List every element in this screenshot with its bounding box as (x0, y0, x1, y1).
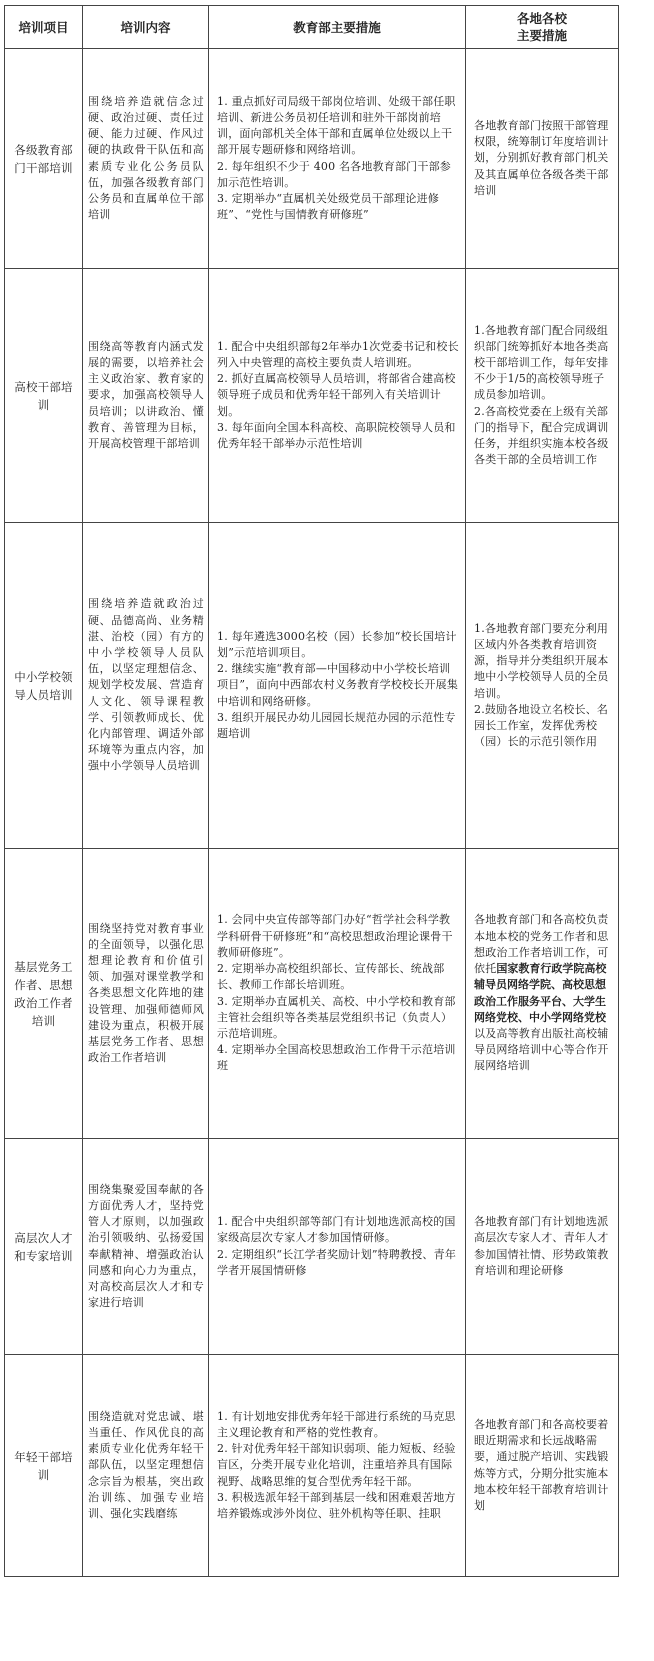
header-project: 培训项目 (5, 6, 83, 49)
ministry-measures-cell (209, 1139, 466, 1355)
header-row (5, 6, 619, 49)
training-content-cell: 围绕培养造就政治过硬、品德高尚、业务精湛、治校（园）有方的中小学校领导人员队伍，以坚定理想信念、规划学校发展、营造育人文化、领导课程教学、引领教师成长、优化内部管理、调适外部环境等为重点内容，加强中小学领导人员培训 (83, 523, 209, 849)
local-measure-text (474, 118, 612, 199)
local-measure-emphasis: 国家教育行政学院高校辅导员网络学院、高校思想政治工作服务平台、大学生网络党校、中小学网络党校 (474, 962, 607, 1024)
ministry-measure-item: 1. 每年遴选3000名校（园）长参加“校长国培计划”示范培训项目。 (217, 629, 457, 659)
ministry-measure-item: 3. 定期举办“直属机关处级党员干部理论进修班”、“党性与国情教育研修班” (217, 191, 440, 222)
local-measure-segment: 各地教育部门按照干部管理权限，统筹制订年度培训计划，分别抓好教育部门机关及其直属单位各级各类干部培训 (474, 118, 609, 197)
local-measure-text (474, 1417, 612, 1514)
training-content-cell: 围绕高等教育内涵式发展的需要，以培养社会主义政治家、教育家的要求，加强高校领导人员培训；以讲政治、懂教育、善管理为目标，开展高校管理干部培训 (83, 269, 209, 523)
local-measure-segment: 各地教育部门和各高校要着眼近期需求和长远战略需要，通过脱产培训、实践锻炼等方式，分期分批实施本地本校年轻干部教育培训计划 (474, 1417, 609, 1512)
ministry-measure-item: 3. 积极选派年轻干部到基层一线和困难艰苦地方培养锻炼或涉外岗位、驻外机构等任职、挂职 (217, 1490, 456, 1520)
local-measure-text (474, 323, 612, 469)
training-project-cell: 年轻干部培训 (5, 1355, 83, 1577)
table-row (5, 1139, 619, 1355)
ministry-measure-item: 1. 有计划地安排优秀年轻干部进行系统的马克思主义理论教育和严格的党性教育。 (217, 1409, 456, 1439)
local-measures-cell (466, 49, 619, 269)
ministry-measure-item: 2. 定期组织“长江学者奖励计划”特聘教授、青年学者开展国情研修 (217, 1247, 457, 1277)
header-local-measures: 各地各校 主要措施 (466, 6, 619, 49)
training-table-page (4, 5, 618, 1577)
local-measure-segment: 1.各地教育部门配合同级组织部门统筹抓好本地各类高校干部培训工作，每年安排不少于1/5的高校领导班子成员参加培训。 2.各高校党委在上级有关部门的指导下，配合完成调训任务，并组织实施本校各级各类干部的全员培训工作 (474, 323, 609, 467)
ministry-measures-cell (209, 269, 466, 523)
training-content-cell: 围绕培养造就信念过硬、政治过硬、责任过硬、能力过硬、作风过硬的执政骨干队伍和高素质专业化公务员队伍，加强各级教育部门公务员和直属单位干部培训 (83, 49, 209, 269)
training-project-cell: 各级教育部门干部培训 (5, 49, 83, 269)
local-measures-cell (466, 269, 619, 523)
local-measure-text (474, 912, 612, 1074)
table-row (5, 523, 619, 849)
table-row (5, 269, 619, 523)
table-row (5, 849, 619, 1139)
ministry-measure-item: 2. 针对优秀年轻干部知识弱项、能力短板、经验盲区，分类开展专业化培训，注重培养具有国际视野、战略思维的复合型优秀年轻干部。 (217, 1442, 456, 1488)
ministry-measure-item: 3. 组织开展民办幼儿园园长规范办园的示范性专题培训 (217, 710, 456, 740)
training-content-cell: 围绕集聚爱国奉献的各方面优秀人才，坚持党管人才原则，以加强政治引领吸纳、弘扬爱国奉献精神、增强政治认同感和向心力为重点，对高校高层次人才和专家进行培训 (83, 1139, 209, 1355)
ministry-measure-item: 4. 定期举办全国高校思想政治工作骨干示范培训班 (217, 1043, 456, 1073)
table-row (5, 1355, 619, 1577)
ministry-measure-item: 1. 配合中央组织部等部门有计划地选派高校的国家级高层次专家人才参加国情研修。 (217, 1215, 456, 1245)
training-project-cell: 中小学校领导人员培训 (5, 523, 83, 849)
local-measure-text (474, 621, 612, 751)
training-content-cell: 围绕造就对党忠诚、堪当重任、作风优良的高素质专业化优秀年轻干部队伍，以坚定理想信念宗旨为根基，突出政治训练、加强专业培训、强化实践磨练 (83, 1355, 209, 1577)
local-measure-segment: 各地教育部门和各高校负责本地本校的党务工作者和思想政治工作者培训工作，可依托 (474, 913, 609, 976)
local-measure-segment: 1.各地教育部门要充分利用区域内外各类教育培训资源，指导并分类组织开展本地中小学校领导人员的全员培训。 2.鼓励各地设立名校长、名园长工作室，发挥优秀校（园）长的示范引领作用 (474, 621, 609, 749)
table-body (5, 49, 619, 1577)
ministry-measures-cell (209, 849, 466, 1139)
header-content: 培训内容 (83, 6, 209, 49)
local-measures-cell (466, 1139, 619, 1355)
local-measure-text (474, 1214, 612, 1279)
ministry-measure-item: 2. 继续实施“教育部—中国移动中小学校长培训项目”，面向中西部农村义务教育学校校长开展集中培训和网络研修。 (217, 662, 459, 708)
local-measure-segment: 各地教育部门有计划地选派高层次专家人才、青年人才参加国情社情、形势政策教育培训和理论研修 (474, 1215, 609, 1277)
ministry-measure-item: 3. 定期举办直属机关、高校、中小学校和教育部主管社会组织等各类基层党组织书记（负责人）示范培训班。 (217, 994, 456, 1040)
ministry-measure-item: 3. 每年面向全国本科高校、高职院校领导人员和优秀年轻干部举办示范性培训 (217, 420, 456, 450)
ministry-measure-item: 2. 每年组织不少于 400 名各地教育部门干部参加示范性培训。 (217, 159, 451, 189)
ministry-measure-item: 1. 会同中央宣传部等部门办好“哲学社会科学教学科研骨干研修班”和“高校思想政治理论课骨干教师研修班”。 (217, 913, 453, 959)
ministry-measures-cell (209, 1355, 466, 1577)
local-measures-cell (466, 523, 619, 849)
local-measures-cell (466, 849, 619, 1139)
local-measure-segment: 以及高等教育出版社高校辅导员网络培训中心等合作开展网络培训 (474, 1026, 609, 1073)
ministry-measure-item: 2. 抓好直属高校领导人员培训，将部省合建高校领导班子成员和优秀年轻干部列入有关培训计划。 (217, 372, 456, 418)
local-measures-cell (466, 1355, 619, 1577)
ministry-measures-cell (209, 523, 466, 849)
training-project-cell: 高层次人才和专家培训 (5, 1139, 83, 1355)
ministry-measures-cell (209, 49, 466, 269)
header-ministry-measures: 教育部主要措施 (209, 6, 466, 49)
training-table (4, 5, 619, 1577)
ministry-measure-item: 2. 定期举办高校组织部长、宣传部长、统战部长、教师工作部长培训班。 (217, 962, 445, 992)
training-project-cell: 基层党务工作者、思想政治工作者培训 (5, 849, 83, 1139)
ministry-measure-item: 1. 重点抓好司局级干部岗位培训、处级干部任职培训、新进公务员初任培训和驻外干部岗前培训，面向部机关全体干部和直属单位处级以上干部开展专题研修和网络培训。 (217, 94, 456, 157)
training-project-cell: 高校干部培训 (5, 269, 83, 523)
training-content-cell: 围绕坚持党对教育事业的全面领导，以强化思想理论教育和价值引领、加强对课堂教学和各类思想文化阵地的建设管理、加强师德师风建设为重点，积极开展基层党务工作者、思想政治工作者培训 (83, 849, 209, 1139)
table-row (5, 49, 619, 269)
ministry-measure-item: 1. 配合中央组织部每2年举办1次党委书记和校长列入中央管理的高校主要负责人培训班。 (217, 339, 459, 369)
